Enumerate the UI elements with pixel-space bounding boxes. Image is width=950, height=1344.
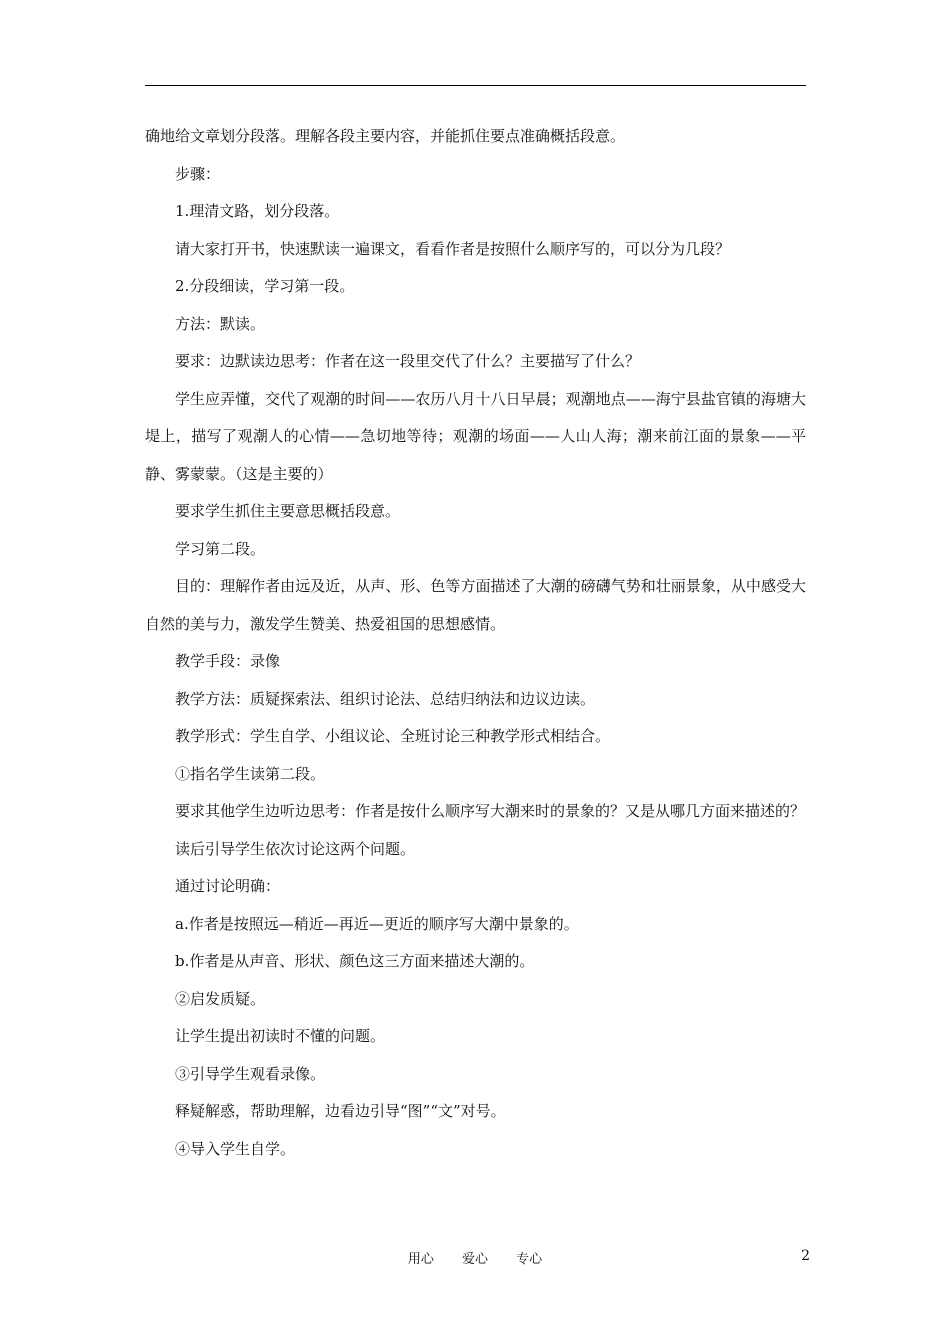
- paragraph: 请大家打开书，快速默读一遍课文，看看作者是按照什么顺序写的，可以分为几段？: [175, 239, 731, 258]
- paragraph-point-a: a.作者是按照远—稍近—再近—更近的顺序写大潮中景象的。: [175, 914, 579, 933]
- paragraph: 教学方法：质疑探索法、组织讨论法、总结归纳法和边议边读。: [175, 689, 596, 708]
- paragraph-item-4: ④导入学生自学。: [175, 1139, 296, 1158]
- paragraph-point-b: b.作者是从声音、形状、颜色这三方面来描述大潮的。: [175, 952, 535, 970]
- paragraph: 学生应弄懂，交代了观潮的时间——农历八月十八日早晨；观潮地点——海宁县盐官镇的海塘大堤上，描写了观潮人的心情——急切地等待；观潮的场面——人山人海；潮来前江面的景象——平静、雾蒙蒙。（这是主要的）: [145, 389, 806, 483]
- paragraph-continuation: 确地给文章划分段落。理解各段主要内容，并能抓住要点准确概括段意。: [145, 127, 626, 145]
- paragraph: 通过讨论明确：: [175, 877, 281, 895]
- document-body: [145, 118, 806, 1168]
- paragraph: 目的：理解作者由远及近，从声、形、色等方面描述了大潮的磅礴气势和壮丽景象，从中感受大自然的美与力，激发学生赞美、热爱祖国的思想感情。: [145, 577, 806, 633]
- footer-motto-word: 专心: [516, 1252, 543, 1267]
- paragraph-item-3: ③引导学生观看录像。: [175, 1064, 326, 1083]
- paragraph: 读后引导学生依次讨论这两个问题。: [175, 839, 416, 858]
- paragraph: 让学生提出初读时不懂的问题。: [175, 1027, 386, 1045]
- paragraph: 要求学生抓住主要意思概括段意。: [175, 502, 401, 520]
- paragraph-step-2: 2.分段细读，学习第一段。: [175, 277, 355, 295]
- paragraph-item-2: ②启发质疑。: [175, 989, 266, 1008]
- paragraph: 要求：边默读边思考：作者在这一段里交代了什么？主要描写了什么？: [175, 352, 641, 370]
- paragraph-item-1: ①指名学生读第二段。: [175, 764, 326, 783]
- paragraph-section-heading: 学习第二段。: [175, 539, 266, 558]
- paragraph-steps-heading: 步骤：: [175, 164, 221, 183]
- paragraph-step-1: 1.理清文路，划分段落。: [175, 202, 340, 220]
- paragraph: 释疑解惑，帮助理解，边看边引导“图”“文”对号。: [175, 1102, 506, 1120]
- footer-motto-word: 爱心: [461, 1252, 488, 1267]
- header-rule: [145, 85, 806, 86]
- paragraph: 要求其他学生边听边思考：作者是按什么顺序写大潮来时的景象的？又是从哪几方面来描述的？: [175, 802, 806, 820]
- paragraph: 方法：默读。: [175, 314, 266, 333]
- page-number: 2: [801, 1248, 810, 1264]
- paragraph: 教学手段：录像: [175, 652, 281, 670]
- footer-motto-word: 用心: [407, 1252, 434, 1267]
- paragraph: 教学形式：学生自学、小组议论、全班讨论三种教学形式相结合。: [175, 727, 611, 745]
